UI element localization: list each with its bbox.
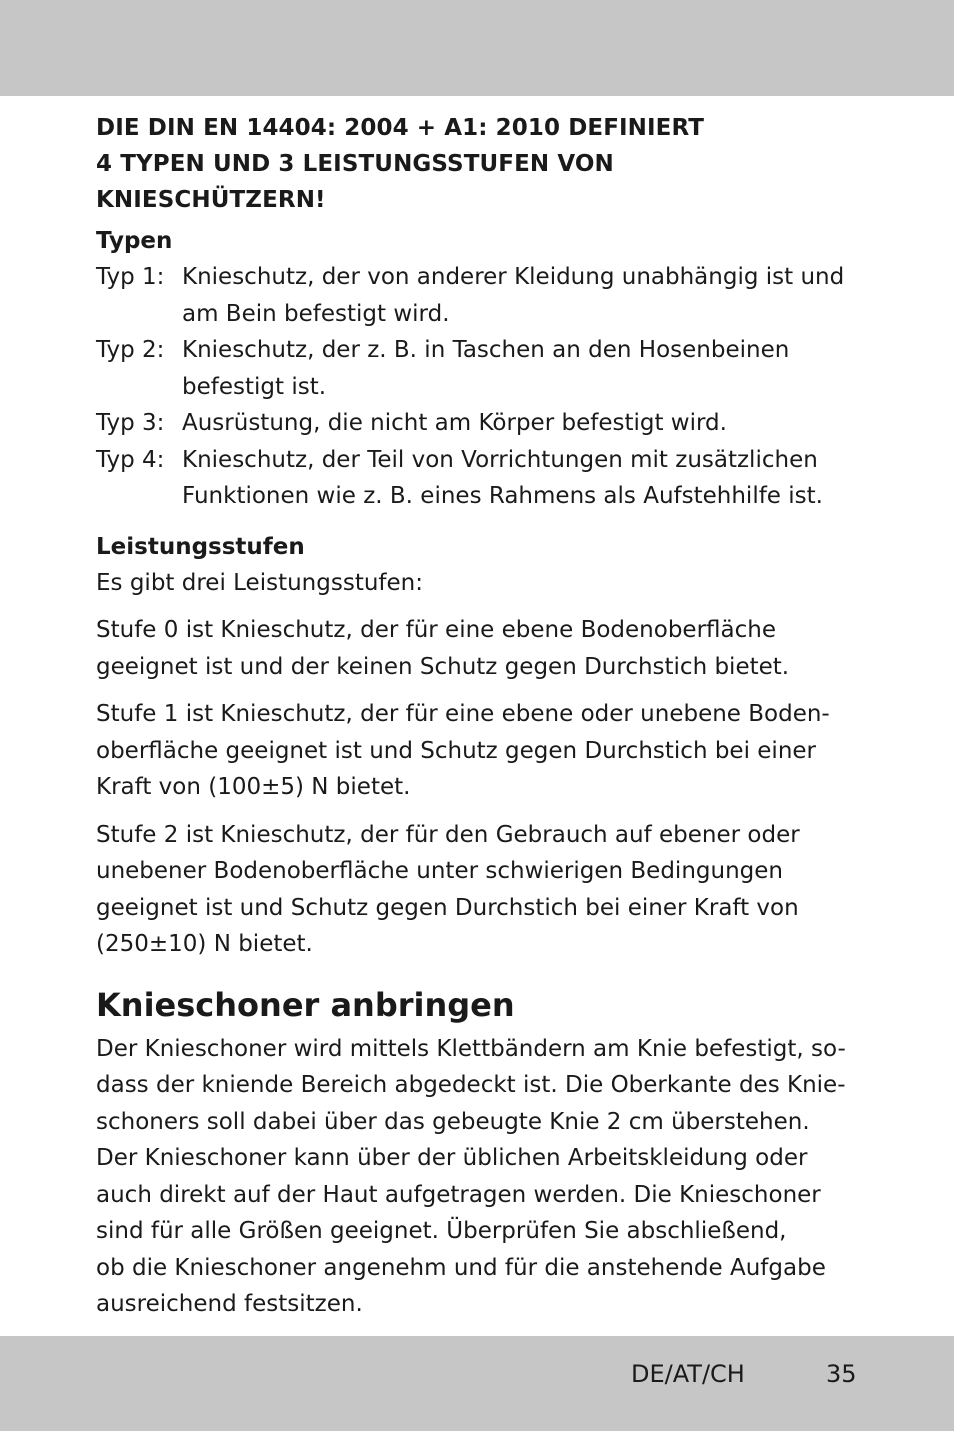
mounting-line: sind für alle Größen geeignet. Überprüfen Sie abschließend,: [96, 1218, 787, 1244]
type-item: [96, 442, 876, 515]
levels-intro: Es gibt drei Leistungsstufen:: [96, 569, 423, 596]
mounting-line: dass der kniende Bereich abgedeckt ist. Die Oberkante des Knie-: [96, 1072, 846, 1098]
warning-line: KNIESCHÜTZERN!: [96, 187, 326, 213]
type-line: Funktionen wie z. B. eines Rahmens als Aufstehhilfe ist.: [182, 483, 823, 509]
level-paragraph: [96, 696, 876, 806]
page-content: [96, 110, 876, 1323]
level-line: Stufe 2 ist Knieschutz, der für den Gebrauch auf ebener oder: [96, 821, 800, 848]
mounting-paragraph: [96, 1031, 876, 1323]
level-line: unebener Bodenoberfläche unter schwierigen Bedingungen: [96, 858, 783, 884]
level-line: Stufe 1 ist Knieschutz, der für eine ebene oder unebene Boden-: [96, 701, 830, 727]
din-warning: [96, 110, 876, 218]
section-title: Knieschoner anbringen: [96, 985, 515, 1024]
level-paragraph: [96, 612, 876, 685]
warning-line: DIE DIN EN 14404: 2004 + A1: 2010 DEFINIERT: [96, 115, 705, 141]
level-paragraph: [96, 817, 876, 963]
mounting-line: auch direkt auf der Haut aufgetragen werden. Die Knieschoner: [96, 1181, 821, 1208]
level-line: geeignet ist und Schutz gegen Durchstich bei einer Kraft von: [96, 894, 799, 921]
level-line: (250±10) N bietet.: [96, 931, 313, 957]
footer-region: DE/AT/CH: [631, 1360, 745, 1388]
type-description: [182, 332, 876, 405]
type-description: [182, 442, 876, 515]
type-description: [182, 405, 876, 442]
type-description: [182, 259, 876, 332]
level-line: Stufe 0 ist Knieschutz, der für eine ebene Bodenoberfläche: [96, 617, 776, 643]
type-item: [96, 405, 876, 442]
type-line: Knieschutz, der Teil von Vorrichtungen mit zusätzlichen: [182, 446, 818, 473]
mounting-line: ausreichend festsitzen.: [96, 1291, 363, 1317]
type-item: [96, 332, 876, 405]
type-label: Typ 1:: [96, 264, 165, 290]
header-band: [0, 0, 954, 96]
mounting-line: schoners soll dabei über das gebeugte Knie 2 cm überstehen.: [96, 1108, 810, 1135]
type-label: Typ 2:: [96, 337, 165, 363]
level-line: oberfläche geeignet ist und Schutz gegen Durchstich bei einer: [96, 737, 817, 764]
footer-band: [0, 1336, 954, 1431]
type-label: Typ 3:: [96, 410, 165, 436]
levels-heading: Leistungsstufen: [96, 533, 305, 560]
mounting-line: Der Knieschoner kann über der üblichen Arbeitskleidung oder: [96, 1145, 808, 1171]
type-line: befestigt ist.: [182, 373, 327, 400]
type-label: Typ 4:: [96, 446, 165, 473]
types-list: [96, 259, 876, 515]
type-line: Knieschutz, der z. B. in Taschen an den Hosenbeinen: [182, 337, 790, 363]
type-line: Knieschutz, der von anderer Kleidung unabhängig ist und: [182, 264, 845, 290]
type-item: [96, 259, 876, 332]
level-line: Kraft von (100±5) N bietet.: [96, 774, 411, 800]
page-number: 35: [826, 1360, 857, 1388]
type-line: am Bein befestigt wird.: [182, 300, 450, 327]
mounting-line: Der Knieschoner wird mittels Klettbändern am Knie befestigt, so-: [96, 1035, 846, 1062]
level-line: geeignet ist und der keinen Schutz gegen Durchstich bietet.: [96, 653, 790, 680]
types-heading: Typen: [96, 228, 173, 254]
type-line: Ausrüstung, die nicht am Körper befestigt wird.: [182, 410, 727, 436]
mounting-line: ob die Knieschoner angenehm und für die anstehende Aufgabe: [96, 1254, 826, 1281]
warning-line: 4 TYPEN UND 3 LEISTUNGSSTUFEN VON: [96, 151, 614, 177]
